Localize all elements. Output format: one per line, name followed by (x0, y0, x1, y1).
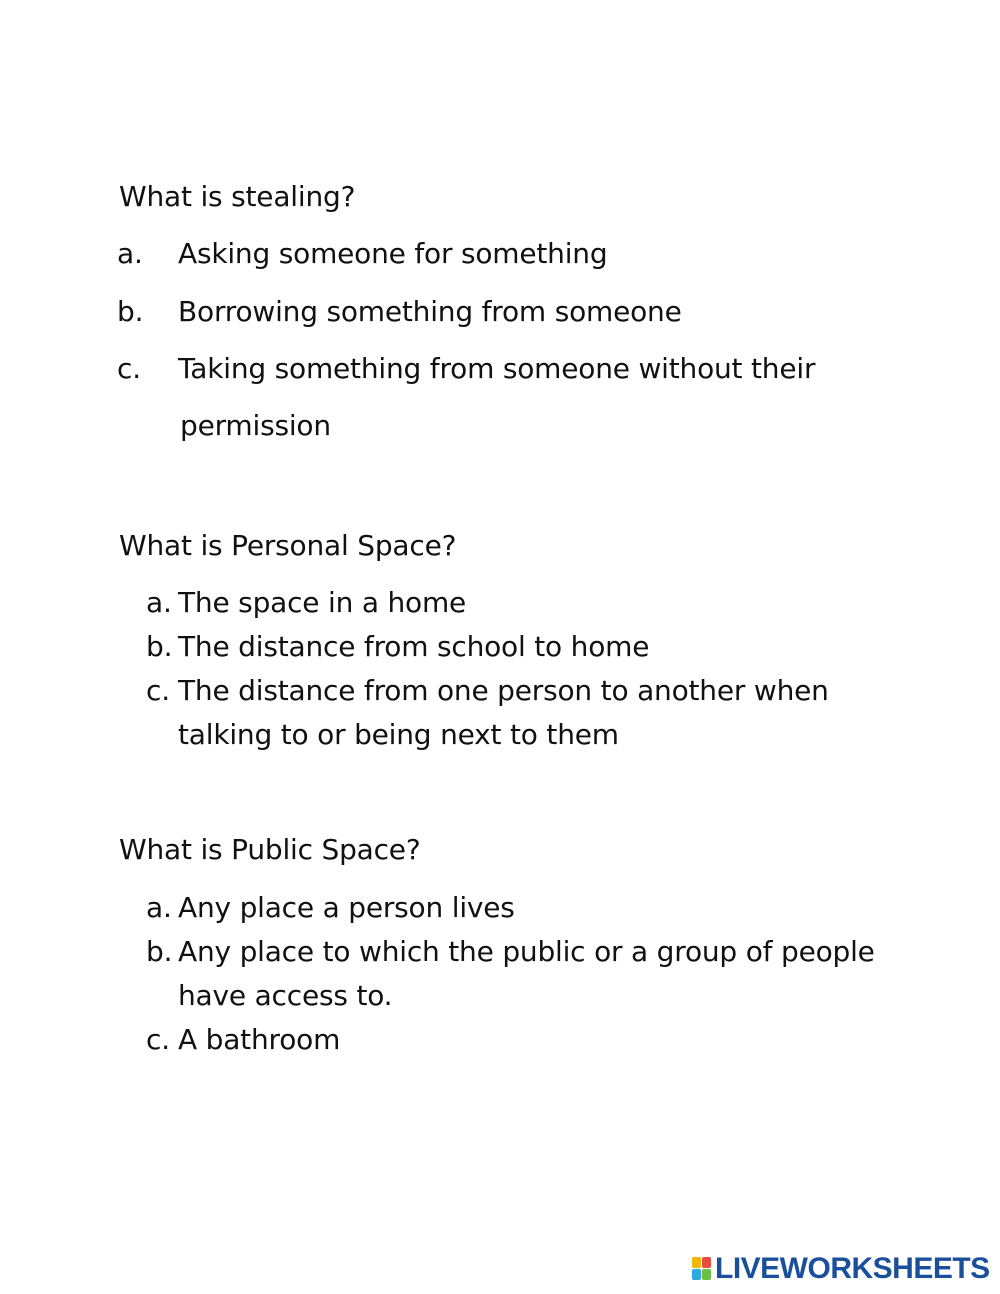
question-2-option-c-text-line-2[interactable]: talking to or being next to them (178, 718, 619, 751)
logo-square-4 (702, 1269, 711, 1280)
question-1-option-b-text[interactable]: Borrowing something from someone (178, 295, 682, 328)
liveworksheets-logo-icon (692, 1257, 712, 1281)
question-1-option-c-text-line-2[interactable]: permission (180, 409, 331, 442)
question-1-option-a-text[interactable]: Asking someone for something (178, 237, 608, 270)
question-3-prompt: What is Public Space? (119, 833, 421, 866)
question-1-option-c-text[interactable]: Taking something from someone without their (178, 352, 816, 385)
question-3-option-a-text[interactable]: Any place a person lives (178, 891, 515, 924)
question-3-option-a-letter: a. (146, 891, 172, 924)
question-3-option-b-letter: b. (146, 935, 173, 968)
logo-square-2 (702, 1257, 711, 1268)
question-1-option-a-letter: a. (117, 237, 143, 270)
question-1-option-c-letter: c. (117, 352, 141, 385)
question-2-option-b-letter: b. (146, 630, 173, 663)
logo-square-1 (692, 1257, 701, 1268)
question-2-option-b-text[interactable]: The distance from school to home (178, 630, 650, 663)
question-3-option-c-letter: c. (146, 1023, 170, 1056)
liveworksheets-logo-text: LIVEWORKSHEETS (715, 1252, 990, 1285)
question-2-prompt: What is Personal Space? (119, 529, 457, 562)
question-2-option-c-letter: c. (146, 674, 170, 707)
liveworksheets-logo[interactable] (692, 1252, 990, 1286)
question-2-option-c-text[interactable]: The distance from one person to another when (178, 674, 829, 707)
question-1-prompt: What is stealing? (119, 180, 356, 213)
question-3-option-b-text-line-2[interactable]: have access to. (178, 979, 393, 1012)
question-2-option-a-text[interactable]: The space in a home (178, 586, 467, 619)
logo-square-3 (692, 1269, 701, 1280)
question-3-option-c-text[interactable]: A bathroom (178, 1023, 341, 1056)
question-3-option-b-text[interactable]: Any place to which the public or a group of people (178, 935, 875, 968)
question-2-option-a-letter: a. (146, 586, 172, 619)
question-1-option-b-letter: b. (117, 295, 144, 328)
